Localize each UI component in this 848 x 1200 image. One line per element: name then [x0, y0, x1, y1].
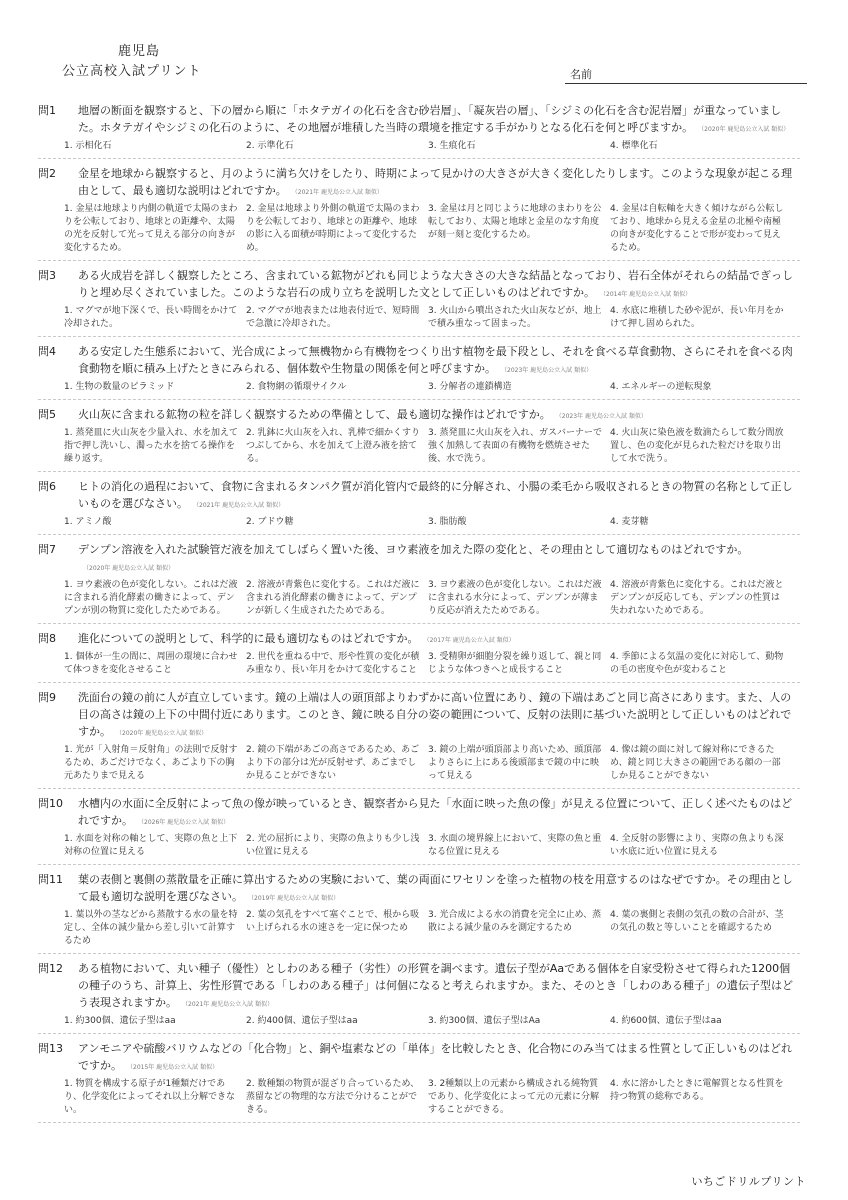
- choice-list: [64, 140, 800, 153]
- answer-choice[interactable]: 4. 標準化石: [610, 141, 658, 151]
- answer-choice[interactable]: 2. 約400個、遺伝子型はaa: [246, 1016, 358, 1026]
- answer-choice[interactable]: 2. ブドウ糖: [246, 517, 294, 527]
- question-header: [38, 541, 800, 577]
- question-text: [78, 267, 800, 303]
- choice-list: [64, 579, 800, 618]
- question-text: [78, 343, 800, 379]
- answer-choice[interactable]: 4. 火山灰に染色液を数滴たらして数分間放置し、色の変化が見られた粒だけを取り出して水で洗う。: [610, 428, 784, 464]
- answer-choice[interactable]: 3. 脂肪酸: [428, 517, 467, 527]
- answer-choice[interactable]: 3. 鏡の上端が頭頂部より高いため、頭頂部よりさらに上にある後頭部まで鏡の中に映って見える: [428, 745, 602, 781]
- question-body: 進化についての説明として、科学的に最も適切なものはどれですか。: [78, 632, 419, 645]
- question-number: 問7: [38, 543, 56, 556]
- question-text: [78, 960, 800, 1013]
- question-source: （2019年 鹿児島公立入試 類似）: [251, 895, 340, 902]
- question-body: 金星を地球から観察すると、月のように満ち欠けをしたり、時期によって見かけの大きさが大きく変化したりします。このような現象が起こる理由として、最も適切な説明はどれですか。: [78, 167, 793, 197]
- answer-choice[interactable]: 1. ヨウ素液の色が変化しない。これはだ液に含まれる消化酵素の働きによって、デンプンが別の物質に変化したためである。: [64, 580, 238, 616]
- answer-choice[interactable]: 3. ヨウ素液の色が変化しない。これはだ液に含まれる水分によって、デンプンが薄まり反応が消えたためである。: [428, 580, 602, 616]
- question-body: ある植物において、丸い種子（優性）としわのある種子（劣性）の形質を調べます。遺伝子型がAaである個体を自家受粉させて得られた1200個の種子のうち、計算上、劣性形質である「しわのある種子」は何個になると考えられますか。また、そのとき「しわのある種子」の遺伝子型はどう表現されますか。: [78, 962, 793, 1009]
- question-number: 問2: [38, 167, 56, 180]
- choice-list: [64, 1078, 800, 1117]
- question-source: （2020年 鹿児島公立入試 類似）: [701, 126, 790, 133]
- question-block: [38, 794, 800, 865]
- question-body: 水槽内の水面に全反射によって魚の像が映っているとき、観察者から見た「水面に映った魚の像」が見える位置について、正しく述べたものはどれですか。: [78, 797, 793, 827]
- answer-choice[interactable]: 3. 2種類以上の元素から構成される純物質であり、化学変化によって元の元素に分解することができる。: [428, 1079, 600, 1115]
- question-text: [78, 165, 800, 201]
- question-list: [38, 101, 800, 1128]
- answer-choice[interactable]: 2. 世代を重ねる中で、形や性質の変化が積み重なり、長い年月をかけて変化すること: [246, 652, 420, 675]
- answer-choice[interactable]: 1. 蒸発皿に火山灰を少量入れ、水を加えて指で押し洗いし、濁った水を捨てる操作を繰り返す。: [64, 428, 238, 464]
- question-number: 問8: [38, 632, 56, 645]
- question-body: 地層の断面を観察すると、下の層から順に「ホタテガイの化石を含む砂岩層」、「凝灰岩の層」、「シジミの化石を含む泥岩層」が重なっていました。ホタテガイやシジミの化石のように、その地層が堆積した当時の環境を推定する手がかりとなる化石を何と呼びますか。: [78, 104, 782, 134]
- question-block: [38, 629, 800, 683]
- question-text: [78, 541, 800, 577]
- answer-choice[interactable]: 1. 生物の数量のピラミッド: [64, 382, 175, 392]
- question-number: 問6: [38, 480, 56, 493]
- question-block: [38, 959, 800, 1034]
- question-body: 葉の表側と裏側の蒸散量を正確に算出するための実験において、葉の両面にワセリンを塗った植物の枝を用意するのはなぜですか。その理由として最も適切な説明を選びなさい。: [78, 873, 793, 903]
- question-header: [38, 960, 800, 1013]
- question-header: [38, 871, 800, 907]
- question-text: [78, 630, 800, 649]
- question-header: [38, 267, 800, 303]
- question-body: ある安定した生態系において、光合成によって無機物から有機物をつくり出す植物を最下段とし、それを食べる草食動物、さらにそれを食べる肉食動物を順に積み上げたときにみられる、個体数や生物量の関係を何と呼びますか。: [78, 345, 793, 375]
- answer-choice[interactable]: 2. マグマが地表または地表付近で、短時間で急激に冷却された。: [246, 306, 420, 329]
- choice-list: [64, 651, 800, 677]
- question-block: [38, 540, 800, 624]
- answer-choice[interactable]: 3. 光合成による水の消費を完全に止め、蒸散による減少量のみを測定するため: [428, 910, 602, 933]
- answer-choice[interactable]: 2. 葉の気孔をすべて塞ぐことで、根から吸い上げられる水の速さを一定に保つため: [246, 910, 420, 933]
- question-source: （2021年 鹿児島公立入試 類似）: [185, 1001, 274, 1008]
- answer-choice[interactable]: 1. 個体が一生の間に、周囲の環境に合わせて体つきを変化させること: [64, 652, 238, 675]
- question-header: [38, 406, 800, 425]
- question-header: [38, 478, 800, 514]
- question-source: （2017年 鹿児島公立入試 類似）: [426, 637, 515, 644]
- question-block: [38, 164, 800, 261]
- choice-list: [64, 833, 800, 859]
- question-number: 問1: [38, 104, 56, 117]
- question-body: デンプン溶液を入れた試験管だ液を加えてしばらく置いた後、ヨウ素液を加えた際の変化と、その理由として適切なものはどれですか。: [78, 543, 749, 556]
- question-number: 問5: [38, 408, 56, 421]
- answer-choice[interactable]: 2. 鏡の下端があごの高さであるため、あごより下の部分は光が反射せず、あごまでしか見ることができない: [246, 745, 420, 781]
- question-header: [38, 102, 800, 138]
- question-header: [38, 343, 800, 379]
- answer-choice[interactable]: 3. 金星は月と同じように地球のまわりを公転しており、太陽と地球と金星のなす角度が刻一刻と変化するため。: [428, 204, 602, 240]
- answer-choice[interactable]: 1. アミノ酸: [64, 517, 112, 527]
- question-source: （2021年 鹿児島公立入試 類似）: [294, 189, 383, 196]
- question-header: [38, 165, 800, 201]
- question-block: [38, 1039, 800, 1123]
- question-body: 洗面台の鏡の前に人が直立しています。鏡の上端は人の頭頂部よりわずかに高い位置にあり、鏡の下端はあごと同じ高さにあります。また、人の目の高さは鏡の上下の中間付近にあります。このとき、鏡に映る自分の姿の範囲について、反射の法則に基づいた説明として正しいものはどれですか。: [78, 691, 792, 738]
- question-text: [78, 406, 800, 425]
- question-header: [38, 689, 800, 742]
- question-block: [38, 405, 800, 472]
- answer-choice[interactable]: 4. 約600個、遺伝子型はaa: [610, 1016, 722, 1026]
- answer-choice[interactable]: 4. 季節による気温の変化に対応して、動物の毛の密度や色が変わること: [610, 652, 784, 675]
- footer-brand: いちごドリルプリント: [691, 1175, 806, 1188]
- question-header: [38, 1040, 800, 1076]
- answer-choice[interactable]: 4. 全反射の影響により、実際の魚よりも深い水底に近い位置に見える: [610, 834, 784, 857]
- answer-choice[interactable]: 4. エネルギーの逆転現象: [610, 382, 712, 392]
- question-source: （2023年 鹿児島公立入試 類似）: [504, 367, 593, 374]
- question-number: 問11: [38, 873, 63, 886]
- question-block: [38, 477, 800, 535]
- question-text: [78, 871, 800, 907]
- page-header: [0, 0, 848, 100]
- question-body: アンモニアや硫酸バリウムなどの「化合物」と、銅や塩素などの「単体」を比較したとき、化合物にのみ当てはまる性質として正しいものはどれですか。: [78, 1042, 793, 1072]
- question-number: 問13: [38, 1042, 63, 1055]
- question-source: （2020年 鹿児島公立入試 類似）: [86, 565, 175, 572]
- answer-choice[interactable]: 1. 水面を対称の軸として、実際の魚と上下対称の位置に見える: [64, 834, 238, 857]
- answer-choice[interactable]: 2. 光の屈折により、実際の魚よりも少し浅い位置に見える: [246, 834, 420, 857]
- question-header: [38, 795, 800, 831]
- question-block: [38, 688, 800, 789]
- answer-choice[interactable]: 4. 溶液が青紫色に変化する。これはだ液とデンプンが反応しても、デンプンの性質は失われないためである。: [610, 580, 784, 616]
- question-block: [38, 870, 800, 954]
- question-number: 問12: [38, 962, 63, 975]
- question-body: ヒトの消化の過程において、食物に含まれるタンパク質が消化管内で最終的に分解され、小腸の柔毛から吸収されるときの物質の名称として正しいものを選びなさい。: [78, 480, 793, 510]
- question-header: [38, 630, 800, 649]
- choice-list: [64, 203, 800, 255]
- answer-choice[interactable]: 2. 溶液が青紫色に変化する。これはだ液に含まれる消化酵素の働きによって、デンプンが新しく生成されたためである。: [246, 580, 420, 616]
- answer-choice[interactable]: 1. マグマが地下深くで、長い時間をかけて冷却された。: [64, 306, 238, 329]
- answer-choice[interactable]: 4. 麦芽糖: [610, 517, 649, 527]
- choice-list: [64, 1015, 800, 1028]
- name-label: 名前: [570, 68, 592, 81]
- name-field-line[interactable]: [565, 83, 807, 84]
- question-source: （2023年 鹿児島公立入試 類似）: [558, 413, 647, 420]
- choice-list: [64, 381, 800, 394]
- answer-choice[interactable]: 1. 光が「入射角＝反射角」の法則で反射するため、あごだけでなく、あごより下の胸元あたりまで見える: [64, 745, 238, 781]
- answer-choice[interactable]: 3. 蒸発皿に火山灰を入れ、ガスバーナーで強く加熱して表面の有機物を燃焼させた後、水で洗う。: [428, 428, 602, 464]
- answer-choice[interactable]: 4. 水底に堆積した砂や泥が、長い年月をかけて押し固められた。: [610, 306, 784, 329]
- answer-choice[interactable]: 3. 分解者の連鎖構造: [428, 382, 512, 392]
- answer-choice[interactable]: 2. 数種類の物質が混ざり合っているため、蒸留などの物理的な方法で分けることができる。: [246, 1079, 420, 1115]
- answer-choice[interactable]: 3. 火山から噴出された火山灰などが、地上で積み重なって固まった。: [428, 306, 602, 329]
- choice-list: [64, 744, 800, 783]
- question-text: [78, 1040, 800, 1076]
- question-source: （2021年 鹿児島公立入試 類似）: [196, 502, 285, 509]
- question-block: [38, 101, 800, 159]
- question-block: [38, 266, 800, 337]
- prefecture-label: 鹿児島: [118, 44, 161, 59]
- question-body: 火山灰に含まれる鉱物の粒を詳しく観察するための準備として、最も適切な操作はどれですか。: [78, 408, 551, 421]
- choice-list: [64, 305, 800, 331]
- answer-choice[interactable]: 4. 水に溶かしたときに電解質となる性質を持つ物質の総称である。: [610, 1079, 784, 1102]
- answer-choice[interactable]: 2. 金星は地球より外側の軌道で太陽のまわりを公転しており、地球との距離や、地球の影に入る面積が時期によって変化するため。: [246, 204, 420, 253]
- question-source: （2015年 鹿児島公立入試 類似）: [130, 1064, 219, 1071]
- choice-list: [64, 516, 800, 529]
- question-number: 問10: [38, 797, 63, 810]
- question-number: 問3: [38, 269, 56, 282]
- answer-choice[interactable]: 1. 金星は地球より内側の軌道で太陽のまわりを公転しており、地球との距離や、太陽の光を反射して光って見える部分の向きが変化するため。: [64, 204, 238, 253]
- question-source: （2020年 鹿児島公立入試 類似）: [119, 730, 208, 737]
- page-title: 公立高校入試プリント: [62, 64, 202, 79]
- answer-choice[interactable]: 1. 示相化石: [64, 141, 112, 151]
- question-number: 問4: [38, 345, 56, 358]
- question-text: [78, 795, 800, 831]
- question-source: （2026年 鹿児島公立入試 類似）: [141, 819, 230, 826]
- answer-choice[interactable]: 3. 生痕化石: [428, 141, 476, 151]
- question-text: [78, 478, 800, 514]
- answer-choice[interactable]: 1. 物質を構成する原子が1種類だけであり、化学変化によってそれ以上分解できない。: [64, 1079, 236, 1115]
- choice-list: [64, 427, 800, 466]
- question-body: ある火成岩を詳しく観察したところ、含まれている鉱物がどれも同じような大きさの大きな結晶となっており、岩石全体がそれらの結晶でぎっしりと埋め尽くされていました。このような岩石の成り立ちを説明した文として正しいものはどれですか。: [78, 269, 793, 299]
- answer-choice[interactable]: 4. 金星は自転軸を大きく傾けながら公転しており、地球から見える金星の北極や南極の向きが変化することで形が変わって見えるため。: [610, 204, 784, 253]
- answer-choice[interactable]: 2. 食物網の循環サイクル: [246, 382, 347, 392]
- question-text: [78, 102, 800, 138]
- answer-choice[interactable]: 3. 受精卵が細胞分裂を繰り返して、親と同じような体つきへと成長すること: [428, 652, 602, 675]
- answer-choice[interactable]: 4. 葉の裏側と表側の気孔の数の合計が、茎の気孔の数と等しいことを確認するため: [610, 910, 784, 933]
- answer-choice[interactable]: 4. 像は鏡の面に対して線対称にできるため、鏡と同じ大きさの範囲である顔の一部しか見ることができない: [610, 745, 781, 781]
- answer-choice[interactable]: 1. 約300個、遺伝子型はaa: [64, 1016, 176, 1026]
- choice-list: [64, 909, 800, 948]
- answer-choice[interactable]: 2. 示準化石: [246, 141, 294, 151]
- answer-choice[interactable]: 3. 水面の境界線上において、実際の魚と重なる位置に見える: [428, 834, 602, 857]
- question-block: [38, 342, 800, 400]
- question-number: 問9: [38, 691, 56, 704]
- question-text: [78, 689, 800, 742]
- answer-choice[interactable]: 1. 葉以外の茎などから蒸散する水の量を特定し、全体の減少量から差し引いて計算するため: [64, 910, 238, 946]
- question-source: （2014年 鹿児島公立入試 類似）: [603, 291, 692, 298]
- answer-choice[interactable]: 3. 約300個、遺伝子型はAa: [428, 1016, 541, 1026]
- answer-choice[interactable]: 2. 乳鉢に火山灰を入れ、乳棒で細かくすりつぶしてから、水を加えて上澄み液を捨てる。: [246, 428, 420, 464]
